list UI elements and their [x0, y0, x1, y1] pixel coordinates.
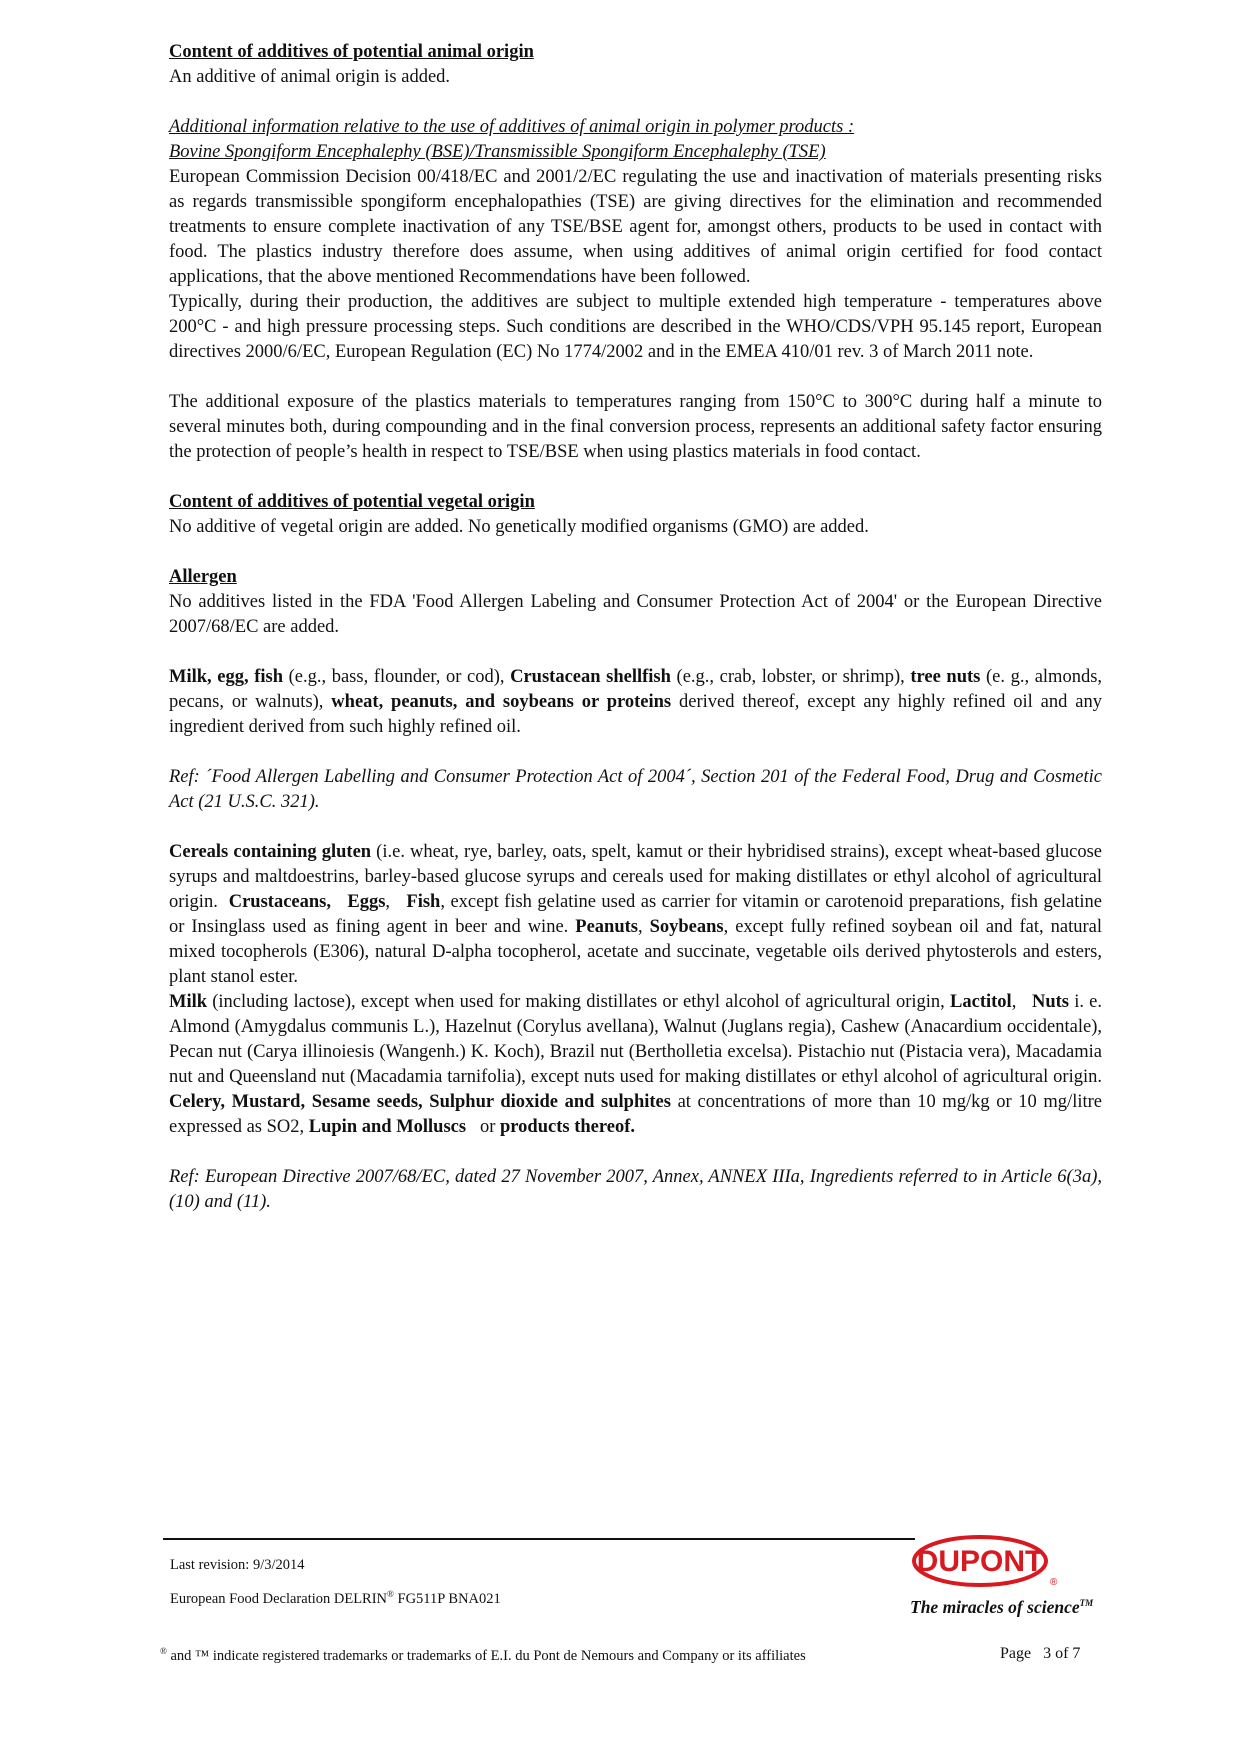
tagline-text: The miracles of science: [910, 1597, 1080, 1617]
allergen-term: Crustacean shellfish: [510, 667, 671, 687]
allergen-term: wheat, peanuts, and soybeans or proteins: [331, 692, 672, 712]
heading-allergen: Allergen: [169, 567, 237, 587]
allergen-term: tree nuts: [910, 667, 981, 687]
declaration-suffix: FG511P BNA021: [393, 1590, 501, 1607]
registered-mark: ®: [387, 1589, 394, 1599]
reference-eu-directive: Ref: European Directive 2007/68/EC, dated 27 November 2007, Annex, ANNEX IIIa, Ingredients referred to in Article 6(3a), (10) and (11).: [169, 1167, 1102, 1212]
allergen-term: Milk: [169, 992, 208, 1012]
allergen-term: Soybeans: [649, 917, 724, 937]
allergen-term: Lupin and Molluscs: [308, 1117, 467, 1137]
last-revision: Last revision: 9/3/2014: [170, 1557, 305, 1573]
allergen-term: Lactitol: [950, 992, 1012, 1012]
allergen-desc: (e.g., crab, lobster, or shrimp),: [670, 667, 911, 687]
logo-wordmark: DUPONT: [916, 1545, 1044, 1578]
allergen-desc: i. e. Almond (Amygdalus communis L.), Hazelnut (Corylus avellana), Walnut (Juglans regia), Cashew (Anacardium occidentale), Pecan nut (Carya illinoiesis (Wangenh.) K. Koch), Brazil nut (Bertholletia excelsa). Pistachio nut (Pistacia vera), Macadamia nut and Queensland nut (Macadamia tarnifolia), except nuts used for making distillates or ethyl alcohol of agricultural origin.: [169, 992, 1103, 1087]
trademark-mark: TM: [1079, 1598, 1094, 1609]
vegetal-origin-text: No additive of vegetal origin are added. No genetically modified organisms (GMO) are added.: [169, 517, 869, 537]
us-allergen-list: [169, 665, 1102, 740]
allergen-desc: (i.e. wheat, rye, barley, oats, spelt, kamut or their hybridised strains), except wheat-based glucose syrups and maltdoestrins, barley-based glucose syrups and cereals used for making distillates or ethyl alcohol of agricultural origin.: [169, 842, 1107, 912]
allergen-term: Peanuts: [575, 917, 638, 937]
allergen-term: Crustaceans,: [228, 892, 331, 912]
allergen-desc: [331, 892, 347, 912]
logo-registered-mark: ®: [1050, 1577, 1058, 1588]
allergen-desc: , except fish gelatine used as carrier for vitamin or carotenoid preparations, fish gelatine or Insinglass used as fining agent in beer and wine.: [169, 892, 1103, 937]
paragraph-commission-decision: European Commission Decision 00/418/EC and 2001/2/EC regulating the use and inactivation of materials presenting risks as regards transmissible spongiform encephalopathies (TSE) are giving directives for the elimination and recommended treatments to ensure complete inactivation of any TSE/BSE agent for, amongst others, products to be used in contact with food. The plastics industry therefore does assume, when using additives of animal origin certified for food contact applications, that the above mentioned Recommendations have been followed.: [169, 167, 1102, 287]
allergen-term: Eggs: [347, 892, 386, 912]
trademark-text: and ™ indicate registered trademarks or trademarks of E.I. du Pont de Nemours and Company or its affiliates: [166, 1647, 806, 1664]
document-body: [169, 40, 1107, 1215]
allergen-desc: , except fully refined soybean oil and fat, natural mixed tocopherols (E306), natural D-alpha tocopherol, acetate and succinate, vegetable oils derived phytosterols and esters, plant stanol ester.: [169, 917, 1102, 987]
page-number: Page 3 of 7: [1000, 1645, 1081, 1662]
eu-allergen-list-2: [169, 990, 1102, 1140]
allergen-desc: ,: [637, 917, 650, 937]
registered-mark: ®: [160, 1646, 167, 1656]
allergen-term: Milk, egg, fish: [169, 667, 283, 687]
allergen-term: Cereals containing gluten: [169, 842, 372, 862]
eu-allergen-list-1: [169, 840, 1107, 990]
subheading-bse-tse: Bovine Spongiform Encephalephy (BSE)/Transmissible Spongiform Encephalephy (TSE): [169, 142, 826, 162]
allergen-desc: (e. g., almonds, pecans, or walnuts),: [169, 667, 1103, 712]
trademark-note: [160, 1642, 806, 1665]
allergen-term: products thereof.: [500, 1117, 635, 1137]
allergen-text: No additives listed in the FDA 'Food Allergen Labeling and Consumer Protection Act of 2004' or the European Directive 2007/68/EC are added.: [169, 592, 1102, 637]
heading-vegetal-origin: Content of additives of potential vegetal origin: [169, 492, 535, 512]
subheading-additional-info: Additional information relative to the use of additives of animal origin in polymer products :: [169, 117, 855, 137]
allergen-desc: or: [466, 1117, 501, 1137]
allergen-term: Nuts: [1031, 992, 1069, 1012]
allergen-desc: (e.g., bass, flounder, or cod),: [283, 667, 511, 687]
allergen-desc: derived thereof, except any highly refined oil and any ingredient derived from such highly refined oil.: [169, 692, 1102, 737]
dupont-logo: [910, 1533, 1060, 1593]
animal-origin-text: An additive of animal origin is added.: [169, 67, 451, 87]
footer-divider: [163, 1538, 915, 1540]
allergen-desc: ,: [385, 892, 407, 912]
declaration-prefix: European Food Declaration DELRIN: [170, 1590, 388, 1607]
allergen-desc: (including lactose), except when used for making distillates or ethyl alcohol of agricultural origin,: [207, 992, 951, 1012]
declaration-title: [170, 1585, 501, 1608]
allergen-term: Fish: [406, 892, 441, 912]
heading-animal-origin: Content of additives of potential animal origin: [169, 42, 534, 62]
paragraph-production-temperatures: Typically, during their production, the additives are subject to multiple extended high temperature - temperatures above 200°C - and high pressure processing steps. Such conditions are described in the WHO/CDS/VPH 95.145 report, European directives 2000/6/EC, European Regulation (EC) No 1774/2002 and in the EMEA 410/01 rev. 3 of March 2011 note.: [169, 292, 1102, 362]
paragraph-additional-exposure: The additional exposure of the plastics materials to temperatures ranging from 150°C to 300°C during half a minute to several minutes both, during compounding and in the final conversion process, represents an additional safety factor ensuring the protection of people’s health in respect to TSE/BSE when using plastics materials in food contact.: [169, 392, 1102, 462]
reference-fda: Ref: ´Food Allergen Labelling and Consumer Protection Act of 2004´, Section 201 of the Federal Food, Drug and Cosmetic Act (21 U.S.C. 321).: [169, 767, 1102, 812]
allergen-desc: at concentrations of more than 10 mg/kg or 10 mg/litre expressed as SO2,: [169, 1092, 1102, 1137]
allergen-term: Celery, Mustard, Sesame seeds, Sulphur dioxide and sulphites: [169, 1092, 671, 1112]
allergen-desc: ,: [1011, 992, 1032, 1012]
tagline: [910, 1597, 1130, 1618]
